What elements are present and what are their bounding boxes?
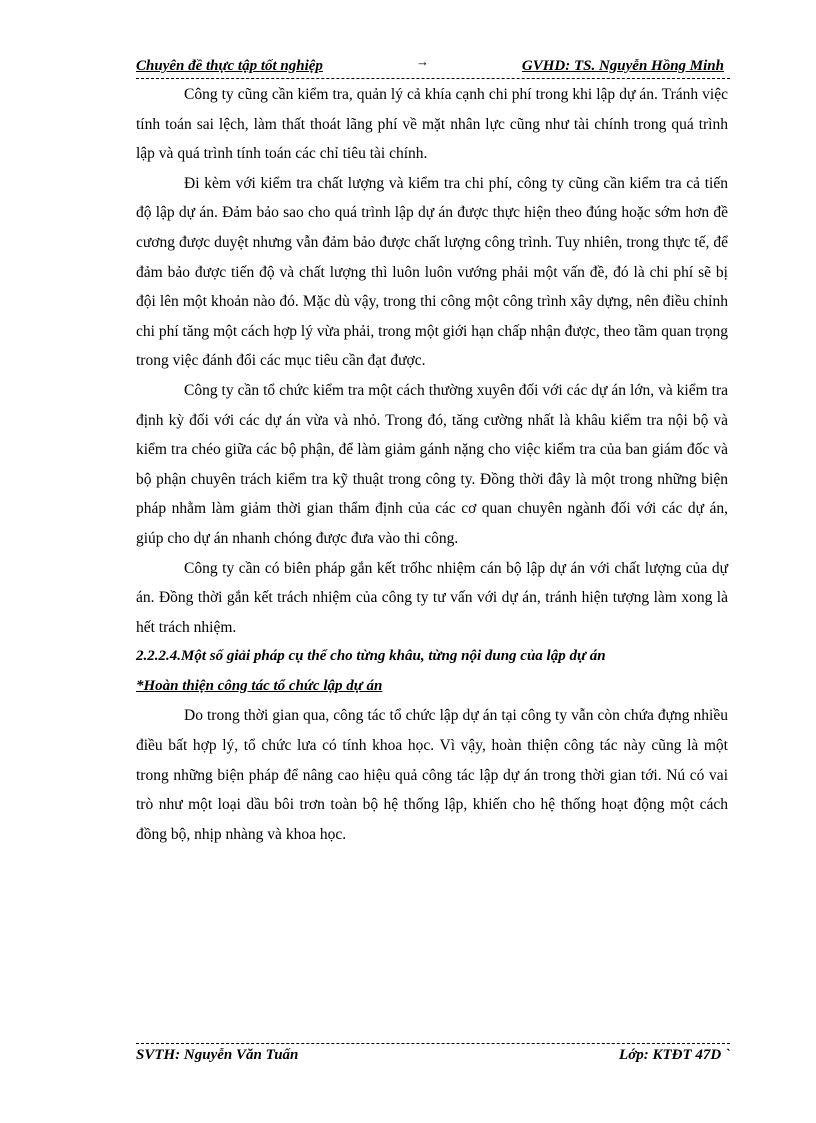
- page-header: [136, 56, 728, 78]
- paragraph: Công ty cũng cần kiểm tra, quản lý cả khía cạnh chi phí trong khi lập dự án. Tránh việc tính toán sai lệch, làm thất thoát lãng phí về mặt nhân lực cũng như tài chính trong quá trình lập và quá trình tính toán các chỉ tiêu tài chính.: [136, 86, 728, 163]
- footer-divider: [136, 1043, 730, 1044]
- report-title: Chuyên đề thực tập tốt nghiệp: [136, 58, 323, 74]
- body-content: [136, 80, 728, 849]
- header-mark: →: [416, 54, 429, 69]
- student-label: SVTH: Nguyễn Văn Tuấn: [136, 1047, 299, 1063]
- paragraph: Đi kèm với kiểm tra chất lượng và kiểm tra chi phí, công ty cũng cần kiểm tra cả tiến độ lập dự án. Đảm bảo sao cho quá trình lập dự án được thực hiện theo đúng hoặc sớm hơn đề cương được duyệt nhưng vẫn đảm bảo được chất lượng công trình. Tuy nhiên, trong thực tế, để đảm bảo được tiến độ và chất lượng thì luôn luôn vướng phải một vấn đề, đó là chi phí sẽ bị đội lên một khoản nào đó. Mặc dù vậy, trong thi công một công trình xây dựng, nên điều chỉnh chi phí tăng một cách hợp lý vừa phải, trong một giới hạn chấp nhận được, theo tầm quan trọng trong việc đánh đổi các mục tiêu cần đạt được.: [136, 174, 728, 370]
- section-heading: 2.2.2.4.Một số giải pháp cụ thể cho từng khâu, từng nội dung của lập dự án: [136, 648, 606, 665]
- page-footer: [136, 1047, 730, 1069]
- advisor-label: GVHD: TS. Nguyễn Hồng Minh: [521, 58, 724, 74]
- paragraph: Công ty cần có biên pháp gắn kết trốhc nhiệm cán bộ lập dự án với chất lượng của dự án. Đồng thời gắn kết trách nhiệm của công ty tư vấn với dự án, tránh hiện tượng làm xong là hết trách nhiệm.: [136, 559, 728, 636]
- header-divider: [136, 78, 730, 79]
- class-label: Lớp: KTĐT 47D `: [619, 1047, 730, 1063]
- sub-heading: *Hoàn thiện công tác tổ chức lập dự án: [136, 677, 383, 694]
- paragraph: Do trong thời gian qua, công tác tổ chức lập dự án tại công ty vẫn còn chứa đựng nhiều điều bất hợp lý, tổ chức lưa có tính khoa học. Vì vậy, hoàn thiện công tác này cũng là một trong những biện pháp để nâng cao hiệu quả công tác lập dự án trong thời gian tới. Nú có vai trò như một loại dầu bôi trơn toàn bộ hệ thống lập, khiến cho hệ thống hoạt động một cách đồng bộ, nhịp nhàng và khoa học.: [136, 707, 728, 843]
- paragraph: Công ty cần tổ chức kiểm tra một cách thường xuyên đối với các dự án lớn, và kiểm tra định kỳ đối với các dự án vừa và nhỏ. Trong đó, tăng cường nhất là khâu kiểm tra nội bộ và kiểm tra chéo giữa các bộ phận, để làm giảm gánh nặng cho việc kiểm tra của ban giám đốc và bộ phận chuyên trách kiểm tra kỹ thuật trong công ty. Đồng thời đây là một trong những biện pháp nhằm làm giảm thời gian thẩm định của các cơ quan chuyên ngành đối với các dự án, giúp cho dự án nhanh chóng được đưa vào thi công.: [136, 381, 728, 547]
